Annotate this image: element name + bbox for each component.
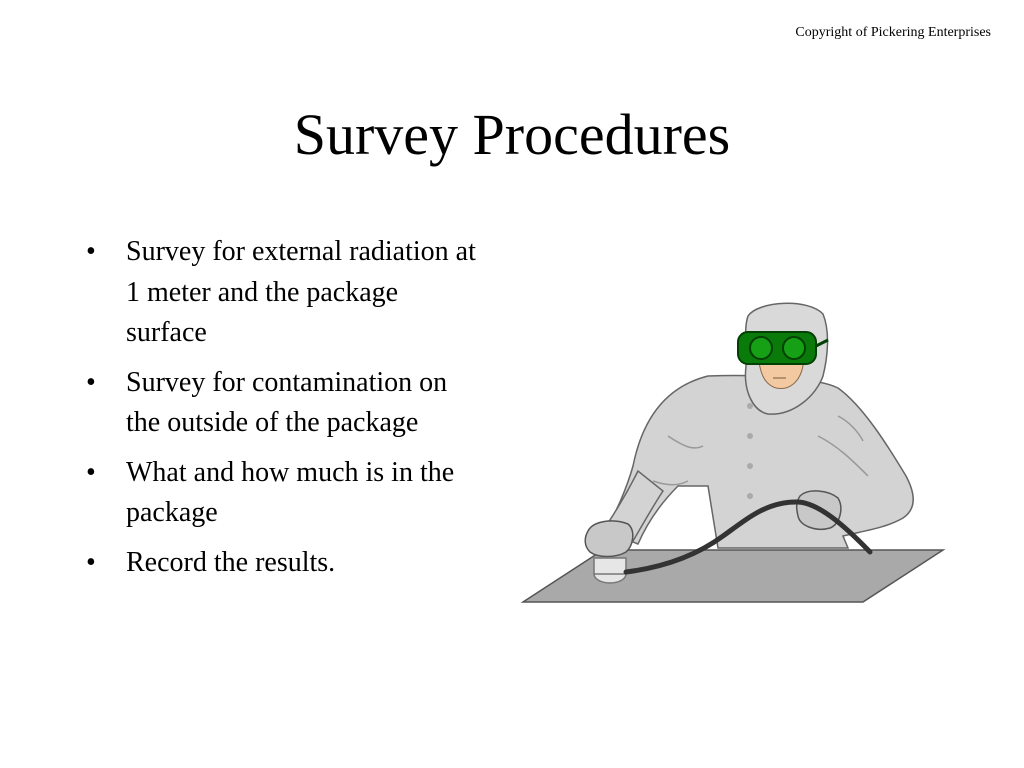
copyright-notice: Copyright of Pickering Enterprises [795,25,991,40]
table-surface [523,550,943,602]
bullet-text: Survey for contamination on the outside of the package [126,366,448,438]
bullet-item [84,363,484,444]
bullet-text: Survey for external radiation at 1 meter and the package surface [126,236,476,348]
bullet-symbol: • [86,456,96,488]
bullet-item [84,453,484,534]
bullet-text: Record the results. [126,546,336,578]
bullet-symbol: • [86,546,96,578]
bullet-symbol: • [86,236,96,267]
bullet-symbol: • [86,366,96,398]
bullet-list [84,232,484,592]
left-glove [585,521,633,557]
technician-surveying-package-icon [518,296,948,608]
bullet-item [84,543,484,584]
bullet-item [84,232,484,354]
bullet-text: What and how much is in the package [126,456,455,528]
slide-title: Survey Procedures [293,102,731,167]
